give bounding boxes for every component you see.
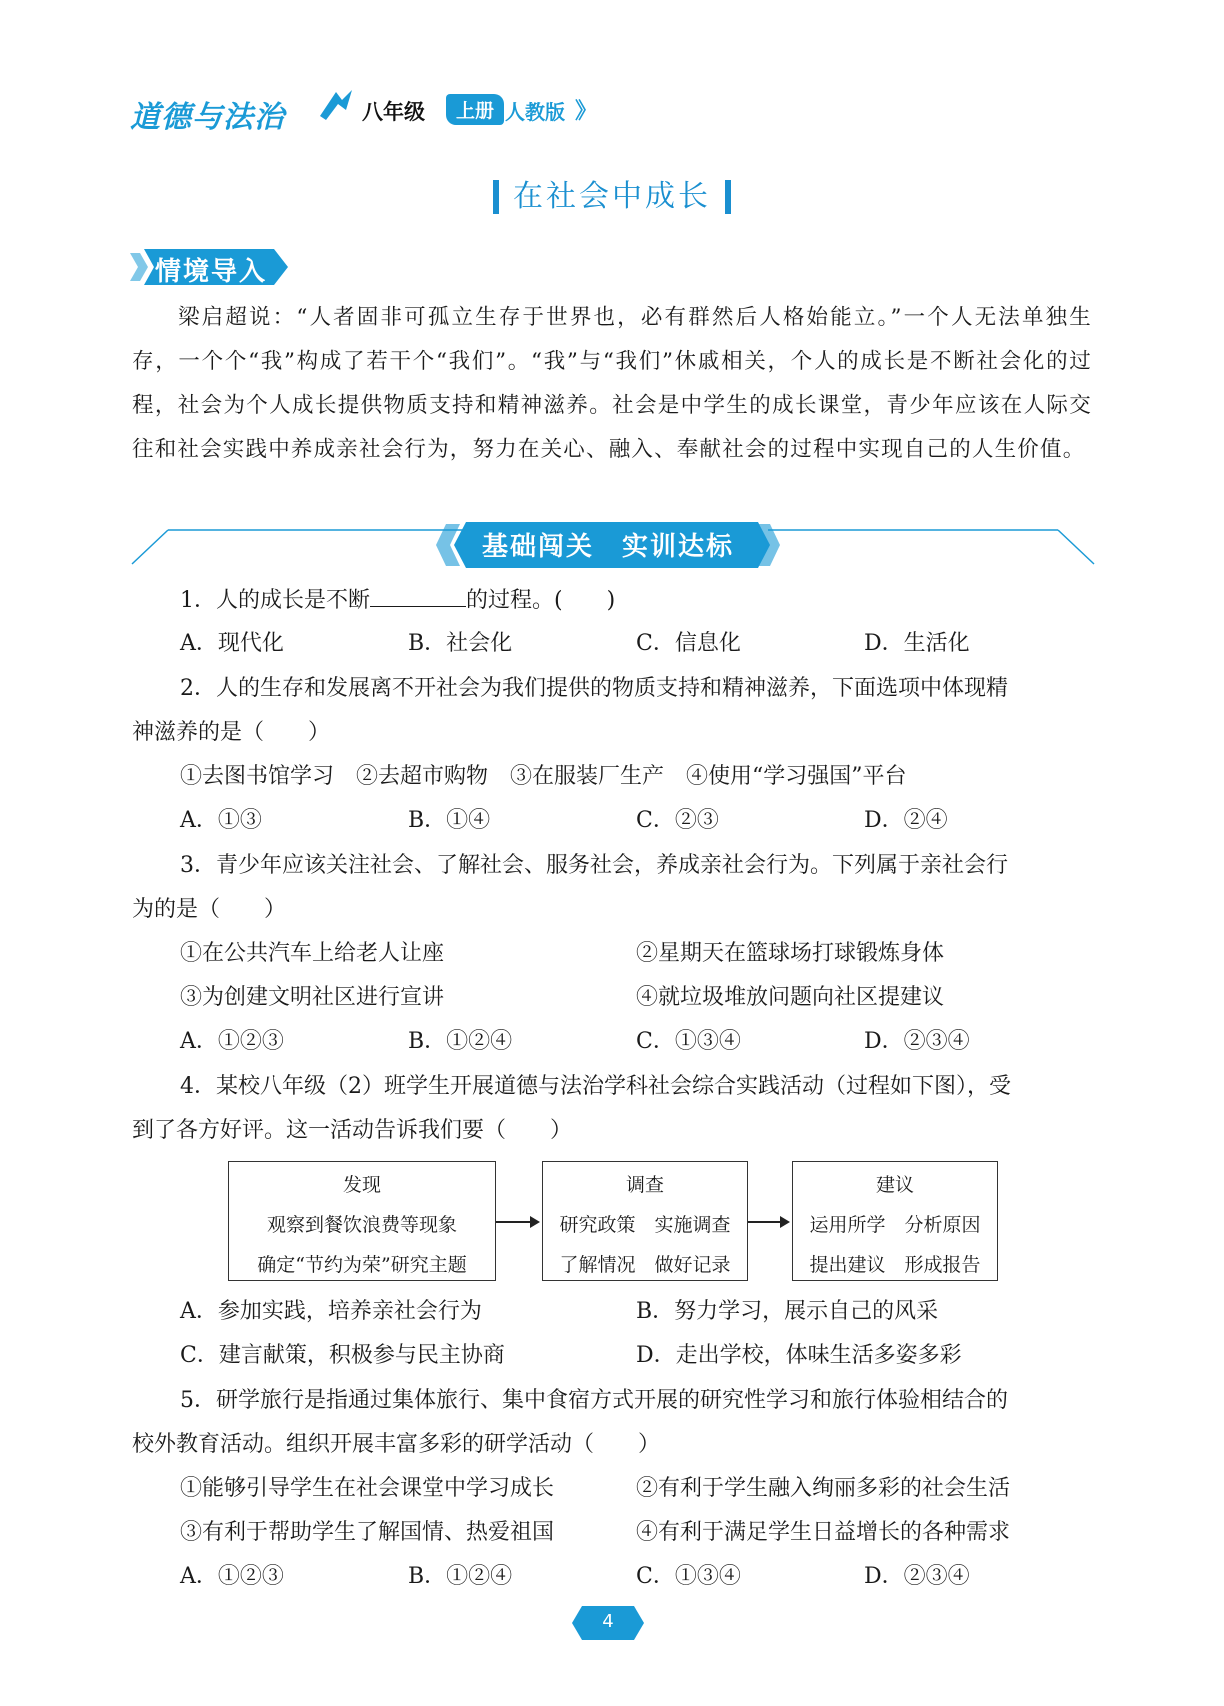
question-3-option-c: C．①③④	[636, 1029, 741, 1054]
question-1-stem	[180, 588, 615, 613]
question-3-item-1: ①在公共汽车上给老人让座	[180, 941, 445, 966]
question-2-items: ①去图书馆学习 ②去超市购物 ③在服装厂生产 ④使用“学习强国”平台	[180, 764, 907, 789]
question-3-stem-line1: 3．青少年应该关注社会、了解社会、服务社会，养成亲社会行为。下列属于亲社会行	[180, 853, 1008, 878]
question-5-option-c: C．①③④	[636, 1564, 741, 1589]
flow-box-title: 发现	[342, 1174, 381, 1196]
flow-box-suggest	[792, 1161, 998, 1281]
chevron-right-icon: 》	[575, 99, 598, 124]
question-5-item-1: ①能够引导学生在社会课堂中学习成长	[180, 1476, 555, 1501]
title-container	[0, 180, 1224, 214]
question-3-item-2: ②星期天在篮球场打球锻炼身体	[636, 941, 945, 966]
question-1-stem-start: 1．人的成长是不断	[180, 588, 370, 613]
edition-label: 人教版	[505, 100, 565, 124]
question-2-option-b: B．①④	[408, 808, 491, 833]
question-5-option-b: B．①②④	[408, 1564, 513, 1589]
page-title: 在社会中成长	[493, 180, 731, 214]
practice-banner-label: 基础闯关 实训达标	[482, 532, 735, 562]
flow-box-title: 建议	[875, 1174, 914, 1196]
question-5-option-d: D．②③④	[864, 1564, 970, 1589]
flow-box-row: 运用所学 分析原因	[809, 1214, 981, 1236]
question-1-option-c: C．信息化	[636, 631, 741, 656]
brand-swoosh-icon	[316, 86, 356, 124]
flow-box-row: 了解情况 做好记录	[559, 1254, 731, 1276]
question-3-item-3: ③为创建文明社区进行宣讲	[180, 985, 445, 1010]
volume-badge: 上册	[446, 94, 504, 125]
flow-box-discover	[228, 1161, 496, 1281]
question-4-option-c: C．建言献策，积极参与民主协商	[180, 1343, 505, 1368]
grade-label: 八年级	[362, 100, 425, 124]
question-4-option-a: A．参加实践，培养亲社会行为	[180, 1299, 482, 1324]
flow-box-row: 提出建议 形成报告	[809, 1254, 981, 1276]
question-1-stem-end: 的过程。( )	[466, 588, 616, 613]
question-5-item-4: ④有利于满足学生日益增长的各种需求	[636, 1520, 1011, 1545]
flow-arrow-icon	[496, 1221, 538, 1223]
flow-box-row: 确定“节约为荣”研究主题	[257, 1254, 467, 1276]
question-1-option-b: B．社会化	[408, 631, 513, 656]
question-1-option-a: A．现代化	[180, 631, 284, 656]
answer-blank	[370, 588, 466, 607]
question-5-option-a: A．①②③	[180, 1564, 284, 1589]
question-3-option-d: D．②③④	[864, 1029, 970, 1054]
question-3-stem-line2: 为的是（ ）	[132, 897, 287, 922]
question-4-option-d: D．走出学校，体味生活多姿多彩	[636, 1343, 962, 1368]
question-4-stem-line2: 到了各方好评。这一活动告诉我们要（ ）	[132, 1118, 573, 1143]
intro-paragraph: 梁启超说：“人者固非可孤立生存于世界也，必有群然后人格始能立。”一个人无法单独生存，一个个“我”构成了若干个“我们”。“我”与“我们”休戚相关，个人的成长是不断社会化的过程，社会为个人成长提供物质支持和精神滋养。社会是中学生的成长课堂，青少年应该在人际交往和社会实践中养成亲社会行为，努力在关心、融入、奉献社会的过程中实现自己的人生价值。	[132, 305, 1092, 462]
question-2-option-c: C．②③	[636, 808, 719, 833]
question-5-stem-line2: 校外教育活动。组织开展丰富多彩的研学活动（ ）	[132, 1432, 661, 1457]
question-2-stem-line1: 2．人的生存和发展离不开社会为我们提供的物质支持和精神滋养，下面选项中体现精	[180, 676, 1008, 701]
question-5-stem-line1: 5．研学旅行是指通过集体旅行、集中食宿方式开展的研究性学习和旅行体验相结合的	[180, 1388, 1008, 1413]
question-4-stem-line1: 4．某校八年级（2）班学生开展道德与法治学科社会综合实践活动（过程如下图），受	[180, 1074, 1011, 1099]
question-3-item-4: ④就垃圾堆放问题向社区提建议	[636, 985, 945, 1010]
flow-box-row: 观察到餐饮浪费等现象	[266, 1214, 457, 1236]
question-3-option-b: B．①②④	[408, 1029, 513, 1054]
flow-box-investigate	[542, 1161, 748, 1281]
series-brand: 道德与法治	[130, 100, 285, 135]
question-5-item-3: ③有利于帮助学生了解国情、热爱祖国	[180, 1520, 555, 1545]
question-2-stem-line2: 神滋养的是（ ）	[132, 720, 331, 745]
question-5-item-2: ②有利于学生融入绚丽多彩的社会生活	[636, 1476, 1011, 1501]
question-4-option-b: B．努力学习，展示自己的风采	[636, 1299, 939, 1324]
flow-arrow-icon	[748, 1221, 788, 1223]
question-1-option-d: D．生活化	[864, 631, 970, 656]
flow-box-title: 调查	[625, 1174, 664, 1196]
page-number: 4	[602, 1611, 614, 1632]
question-2-option-d: D．②④	[864, 808, 948, 833]
question-3-option-a: A．①②③	[180, 1029, 284, 1054]
flow-box-row: 研究政策 实施调查	[559, 1214, 731, 1236]
section-heading-intro: 情境导入	[155, 257, 268, 287]
question-2-option-a: A．①③	[180, 808, 262, 833]
